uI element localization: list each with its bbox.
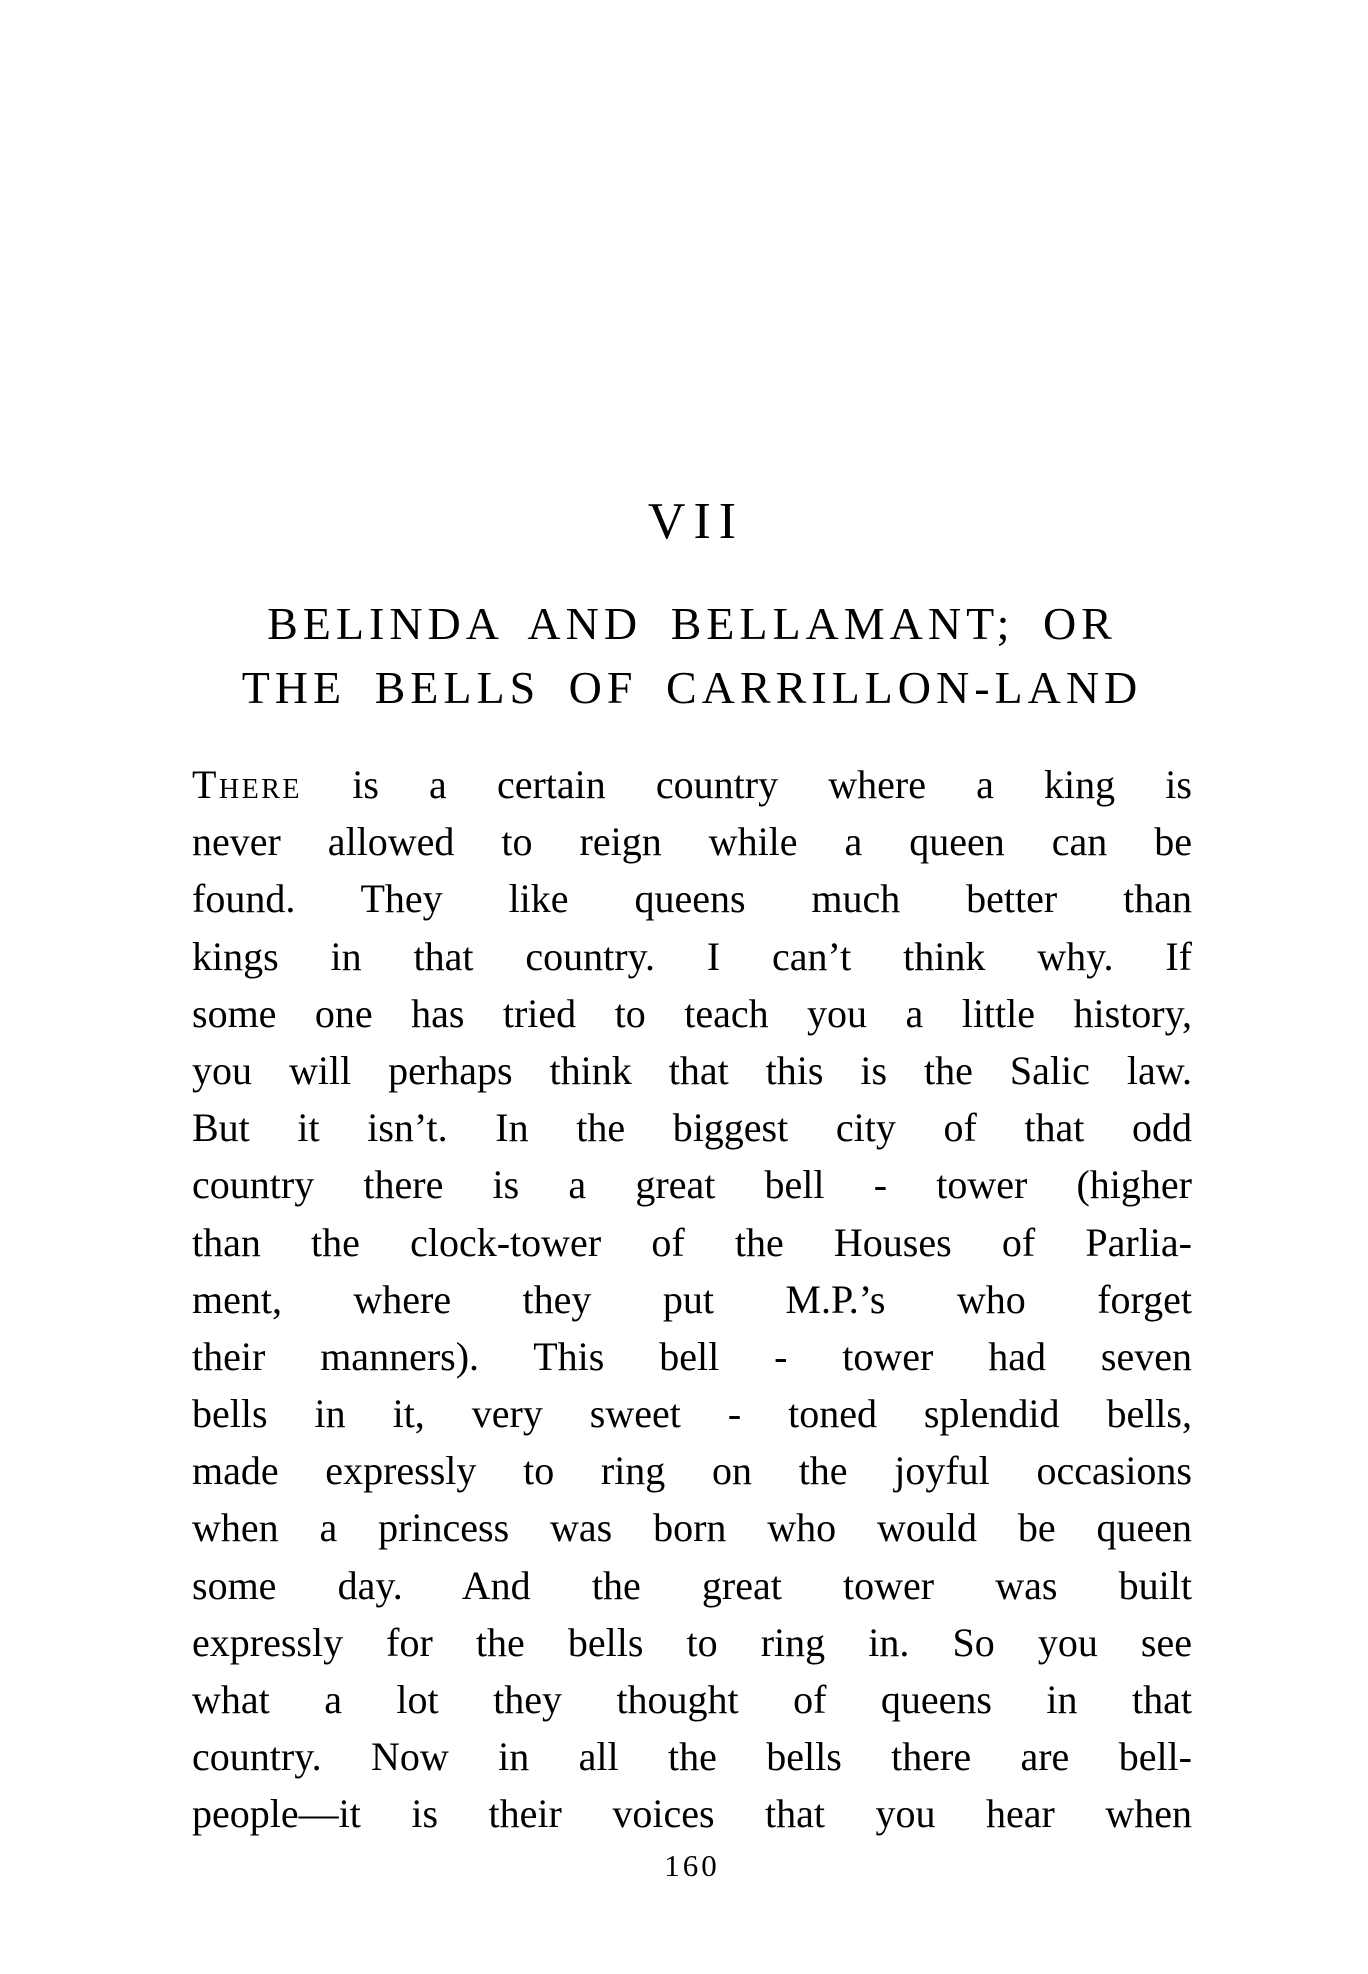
body-line-10: ment, where they put M.P.’s who forget [192,1276,1192,1322]
body-line-9: than the clock-tower of the Houses of Parlia- [192,1219,1192,1265]
body-line-18: country. Now in all the bells there are bell- [192,1734,1192,1780]
chapter-title-line2: THE BELLS OF CARRILLON-LAND [241,662,1143,713]
body-paragraph [192,756,1192,1843]
body-line-2: never allowed to reign while a queen can be [192,819,1192,865]
body-line-14: when a princess was born who would be queen [192,1505,1192,1551]
body-line-12: bells in it, very sweet - toned splendid bells, [192,1391,1192,1437]
body-line-1-rest: is a certain country where a king is [352,762,1192,807]
lead-word: There [192,762,303,807]
body-line-15: some day. And the great tower was built [192,1562,1192,1608]
body-line-13: made expressly to ring on the joyful occasions [192,1448,1192,1494]
body-line-1 [192,756,1192,813]
body-line-11: their manners). This bell - tower had seven [192,1333,1192,1379]
chapter-number: VII [647,493,745,550]
page-number: 160 [664,1848,720,1883]
body-line-8: country there is a great bell - tower (higher [192,1162,1192,1208]
body-line-17: what a lot they thought of queens in that [192,1677,1192,1722]
body-line-19: people—it is their voices that you hear when [192,1791,1192,1837]
body-line-7: But it isn’t. In the biggest city of that odd [192,1105,1192,1151]
body-line-5: some one has tried to teach you a little history, [192,990,1192,1036]
chapter-title-line1: BELINDA AND BELLAMANT; OR [267,598,1117,649]
body-line-3: found. They like queens much better than [192,876,1192,922]
body-line-4: kings in that country. I can’t think why. If [192,933,1192,979]
body-line-16: expressly for the bells to ring in. So you see [192,1619,1192,1665]
body-line-6: you will perhaps think that this is the Salic law. [192,1047,1192,1093]
chapter-title [172,592,1212,720]
